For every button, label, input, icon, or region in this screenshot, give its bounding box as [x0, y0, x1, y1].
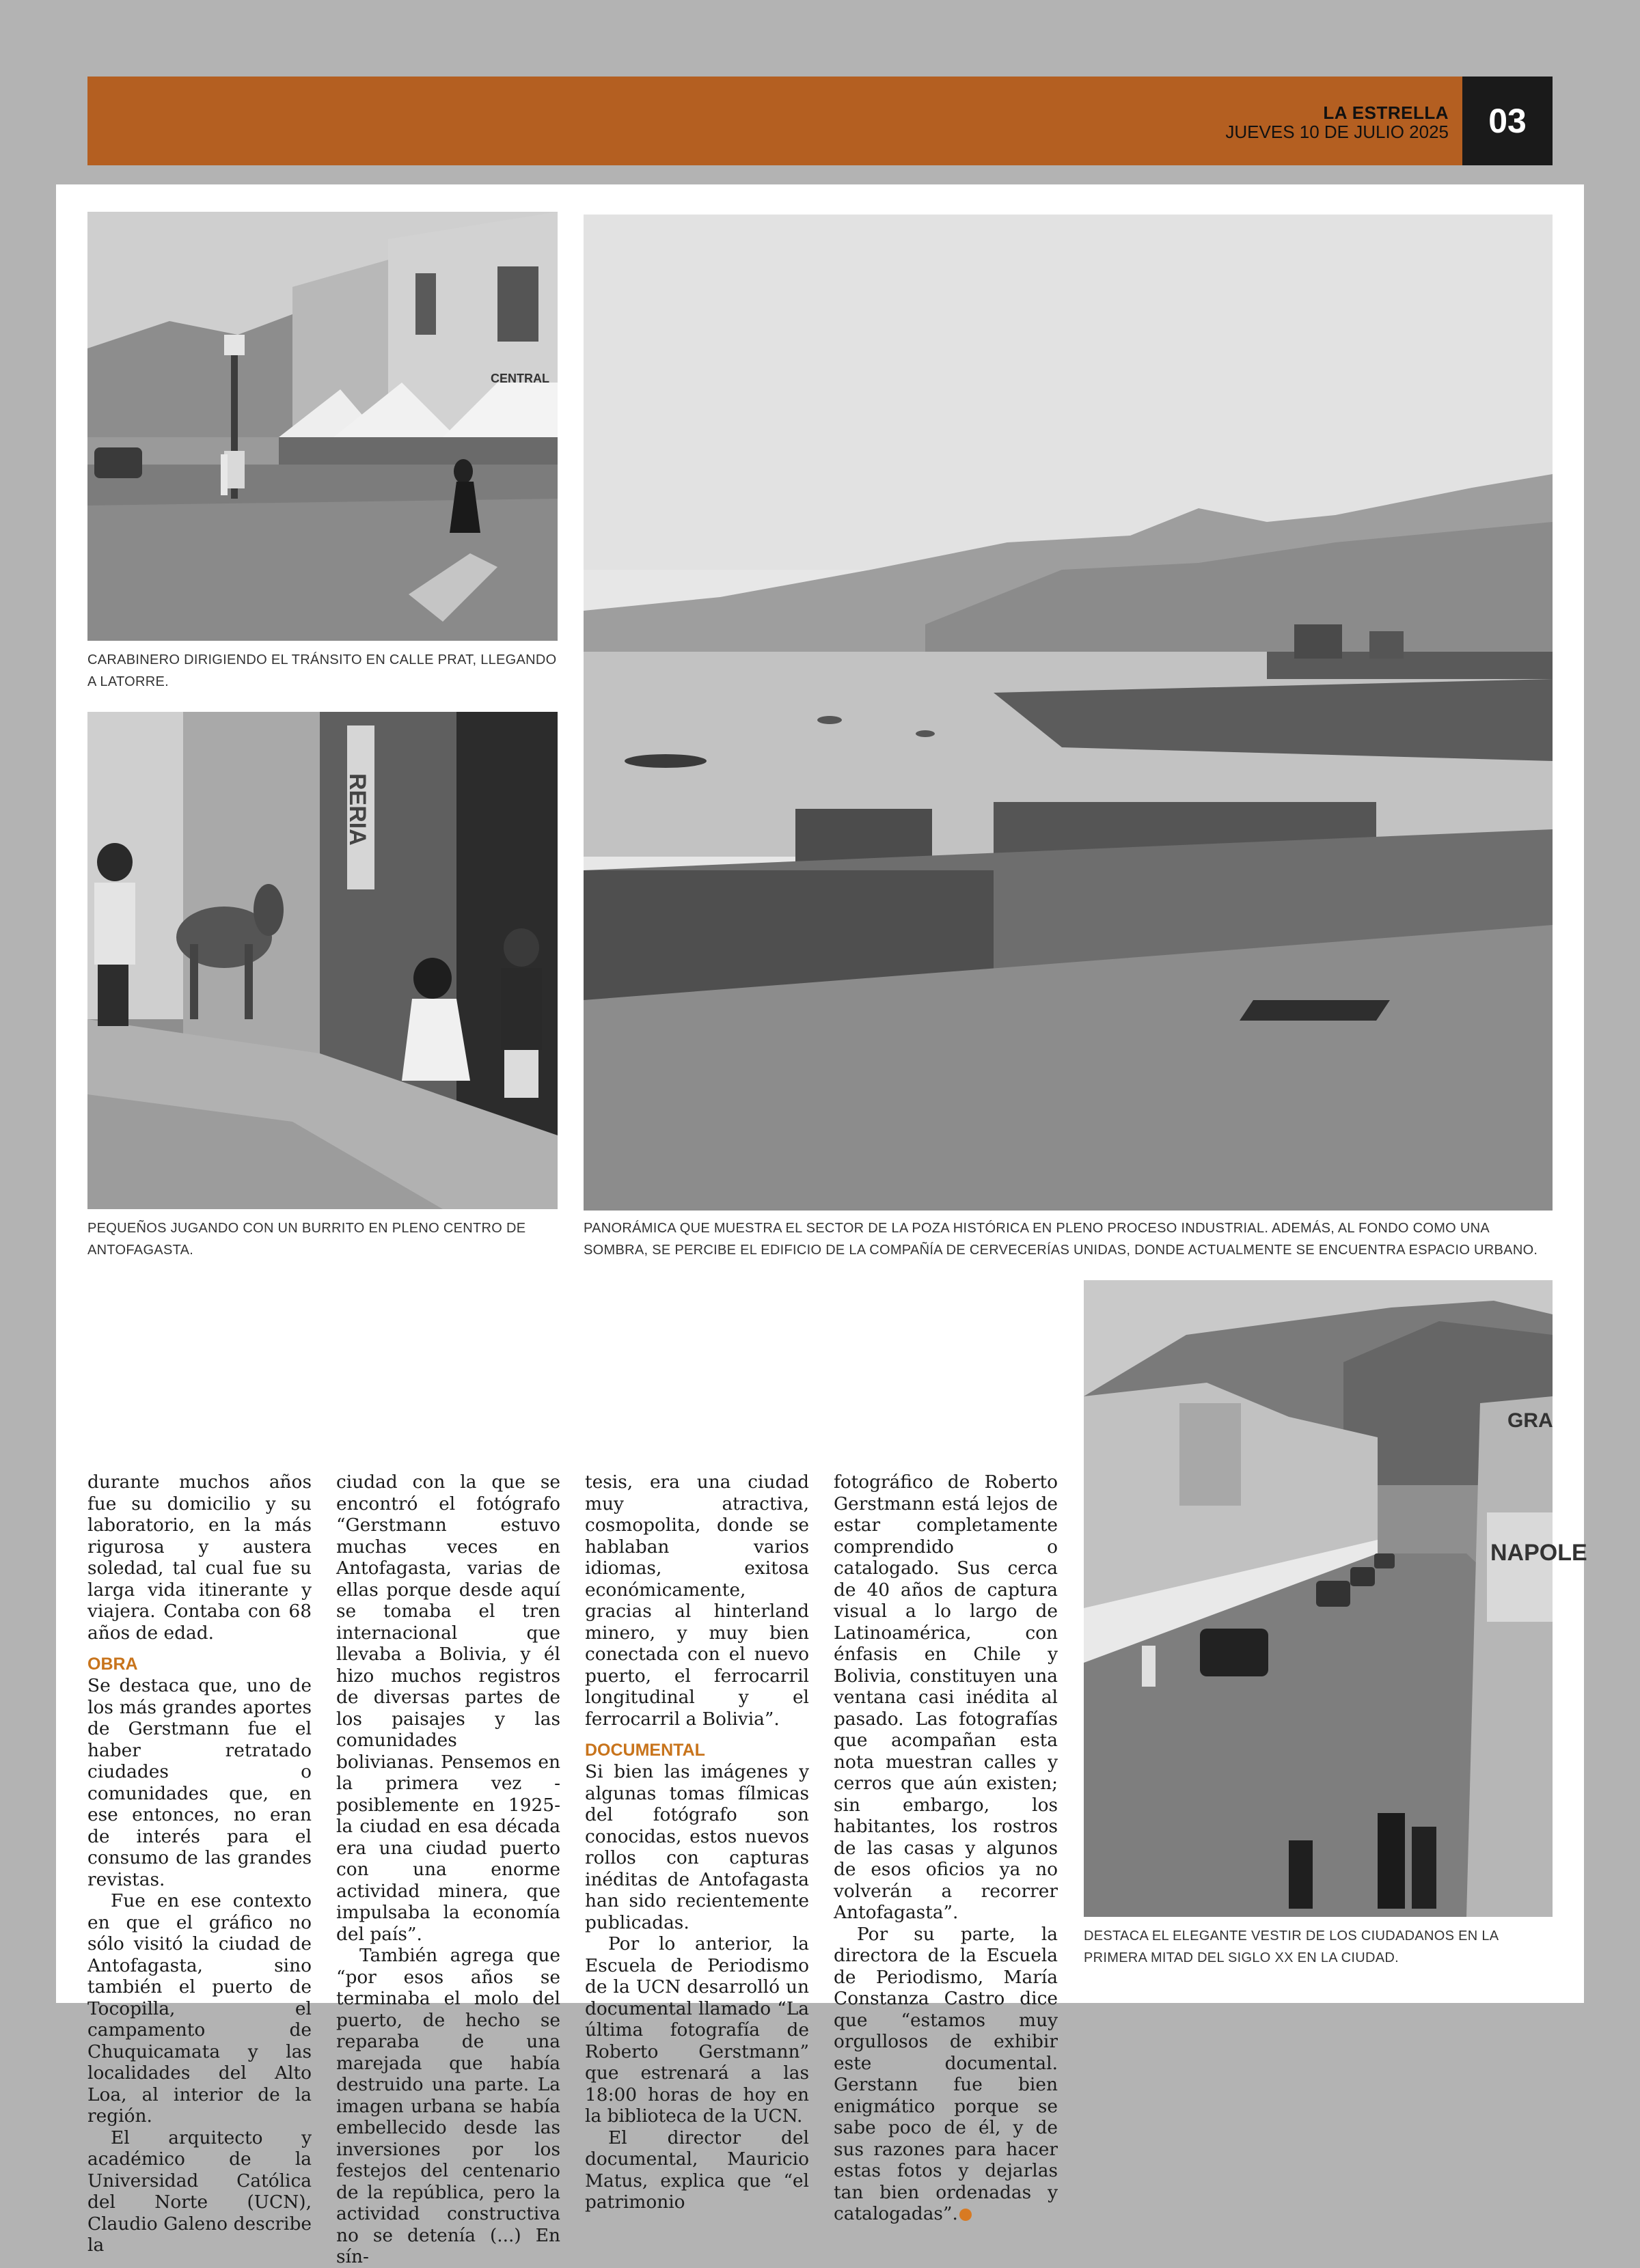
paragraph: Por lo anterior, la Escuela de Periodismo de la UCN desarrolló un documental llamado “La última fotografía de Roberto Gerstmann” que estrenará a las 18:00 horas de hoy en la biblioteca de la UCN.	[585, 1933, 809, 2127]
caption-photo3: PANORÁMICA QUE MUESTRA EL SECTOR DE LA POZA HISTÓRICA EN PLENO PROCESO INDUSTRIAL. ADEMÁS, AL FONDO COMO UNA SOMBRA, SE PERCIBE EL EDIFICIO DE LA COMPAÑÍA DE CERVECERÍAS UNIDAS, DONDE ACTUALMENTE SE ENCUENTRA ESPACIO URBANO.	[584, 1221, 1538, 1258]
awning-sign-text: CENTRAL	[491, 372, 549, 385]
header-text	[1225, 104, 1449, 141]
paragraph: Por su parte, la directora de la Escuela de Periodismo, María Constanza Castro dice que “estamos muy orgullosos de exhibir este documental. Gerstann fue bien enigmático porque se sabe poco de él, y de sus razones para hacer estas fotos y dejarlas tan bien ordenadas y catalogadas”.	[834, 1923, 1058, 2224]
photo-old-street-cars	[1084, 1280, 1587, 1917]
paragraph: fotográfico de Roberto Gerstmann está lejos de estar completamente comprendido o catalogado. Sus cerca de 40 años de captura visual a lo largo de Latinoamérica, con énfasis en Chile y Bolivia, constituyen una ventana casi inédita al pasado. Las fotografías que acompañan esta nota muestran calles y cerros que aún existen; sin embargo, los habitantes, los rostros de las casas y algunos de esos oficios ya no volverán a recorrer Antofagasta”.	[834, 1471, 1058, 1923]
header-bar	[87, 77, 1553, 165]
paragraph: El director del documental, Mauricio Matus, explica que “el patrimonio	[585, 2127, 809, 2213]
end-of-article-icon	[959, 2209, 972, 2221]
subhead-documental: DOCUMENTAL	[585, 1741, 705, 1760]
caption-photo4: DESTACA EL ELEGANTE VESTIR DE LOS CIUDADANOS EN LA PRIMERA MITAD DEL SIGLO XX EN LA CIUDAD.	[1084, 1928, 1499, 1965]
page-number: 03	[1462, 77, 1553, 165]
publication-name: LA ESTRELLA	[1323, 102, 1449, 123]
article-column-2	[336, 1471, 560, 2268]
street-sign-text: NAPOLE	[1490, 1540, 1587, 1566]
photo-street-traffic	[87, 212, 558, 641]
paragraph-with-end-mark	[834, 1924, 1058, 2225]
caption-photo2: PEQUEÑOS JUGANDO CON UN BURRITO EN PLENO CENTRO DE ANTOFAGASTA.	[87, 1221, 526, 1258]
caption-photo1: CARABINERO DIRIGIENDO EL TRÁNSITO EN CALLE PRAT, LLEGANDO A LATORRE.	[87, 652, 557, 689]
article-column-4	[834, 1471, 1058, 2225]
article-column-3	[585, 1471, 809, 2213]
subhead-obra: OBRA	[87, 1655, 138, 1674]
paragraph: Si bien las imágenes y algunas tomas fílmicas del fotógrafo son conocidas, estos nuevos rollos con capturas inéditas de Antofagasta han sido recientemente publicadas.	[585, 1761, 809, 1933]
page-sheet	[56, 184, 1587, 2267]
photo-port-panorama	[584, 215, 1553, 1211]
top-sign-text: GRA	[1507, 1409, 1553, 1432]
paragraph: Fue en ese contexto en que el gráfico no sólo visitó la ciudad de Antofagasta, sino también el puerto de Tocopilla, el campamento de Chuquicamata y las localidades del Alto Loa, al interior de la región.	[87, 1890, 312, 2127]
paragraph: Se destaca que, uno de los más grandes aportes de Gerstmann fue el haber retratado ciudades o comunidades que, en ese entonces, no eran de interés para el consumo de las grandes revistas.	[87, 1675, 312, 1890]
paragraph: tesis, era una ciudad muy atractiva, cosmopolita, donde se hablaban varios idiomas, exitosa económicamente, gracias al hinterland minero, y muy bien conectada con el nuevo puerto, el ferrocarril longitudinal y el ferrocarril a Bolivia”.	[585, 1471, 809, 1730]
wall-sign-text: RERIA	[344, 773, 370, 846]
article-column-1	[87, 1471, 312, 2256]
paragraph: ciudad con la que se encontró el fotógrafo “Gerstmann estuvo muchas veces en Antofagasta, varias de ellas porque desde aquí se tomaba el tren internacional que llevaba a Bolivia, y él hizo muchos registros de diversas partes de los paisajes y las comunidades bolivianas. Pensemos en la primera vez -posiblemente en 1925- la ciudad en esa década era una ciudad puerto con una enorme actividad minera, que impulsaba la economía del país”.	[336, 1471, 560, 1945]
paragraph: El arquitecto y académico de la Universidad Católica del Norte (UCN), Claudio Galeno describe la	[87, 2127, 312, 2256]
paragraph: durante muchos años fue su domicilio y su laboratorio, en la más rigurosa y austera soledad, tal cual fue su larga vida itinerante y viajera. Contaba con 68 años de edad.	[87, 1471, 312, 1644]
publication-date: JUEVES 10 DE JULIO 2025	[1225, 122, 1449, 142]
photo-kids-donkey	[87, 712, 558, 1209]
paragraph: También agrega que “por esos años se terminaba el molo del puerto, de hecho se reparaba de una marejada que había destruido una parte. La imagen urbana se había embellecido desde las inversiones por los festejos del centenario de la república, pero la actividad constructiva no se detenía (...) En sín-	[336, 1945, 560, 2267]
